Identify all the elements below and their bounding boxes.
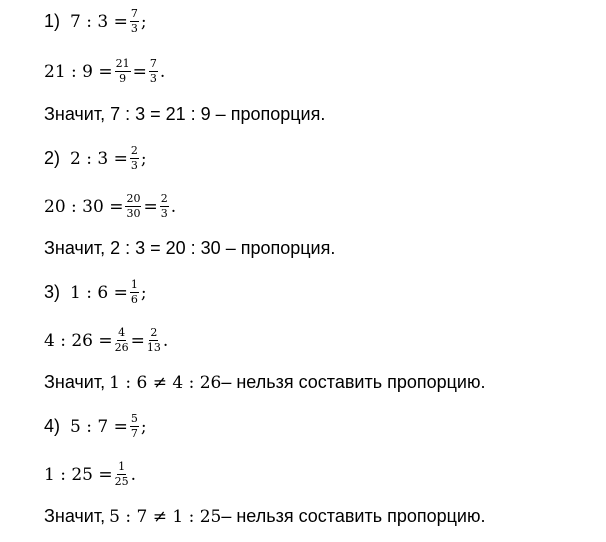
item-2-conclusion: Значит, 2 : 3 = 20 : 30 – пропорция. xyxy=(44,238,336,258)
fraction xyxy=(147,327,161,354)
equals-sign: = xyxy=(132,61,147,82)
fraction xyxy=(149,58,158,85)
item-4-equation-2 xyxy=(44,461,136,488)
fraction-denominator: 3 xyxy=(130,159,138,172)
fraction-denominator: 3 xyxy=(160,207,168,220)
ratio-expression: 1 : 6 = xyxy=(70,282,128,303)
fraction xyxy=(130,145,139,172)
fraction xyxy=(130,8,139,35)
fraction-denominator: 26 xyxy=(114,341,129,354)
item-1-equation-2 xyxy=(44,58,165,85)
punctuation: ; xyxy=(140,148,147,169)
equals-sign: = xyxy=(143,196,158,217)
fraction xyxy=(130,413,139,440)
ratio-expression: 21 : 9 = xyxy=(44,61,113,82)
fraction-denominator: 30 xyxy=(126,207,141,220)
fraction-denominator: 25 xyxy=(114,475,129,488)
item-number: 2) xyxy=(44,148,61,168)
fraction xyxy=(115,58,131,85)
fraction-numerator: 1 xyxy=(130,278,138,291)
inequality-expression: 5 : 7 ≠ 1 : 25 xyxy=(109,506,222,527)
item-2-equation-2 xyxy=(44,193,176,220)
fraction-denominator: 3 xyxy=(149,72,157,85)
punctuation: ; xyxy=(140,416,147,437)
fraction-numerator: 1 xyxy=(118,460,126,473)
item-3-equation-1 xyxy=(44,279,147,306)
fraction xyxy=(115,461,129,488)
fraction-numerator: 20 xyxy=(126,192,141,205)
conclusion-prefix: Значит, xyxy=(44,506,106,526)
fraction-denominator: 9 xyxy=(119,72,127,85)
fraction-denominator: 6 xyxy=(130,293,138,306)
fraction-denominator: 3 xyxy=(130,22,138,35)
ratio-expression: 7 : 3 = xyxy=(70,11,128,32)
fraction-denominator: 7 xyxy=(130,427,138,440)
ratio-expression: 1 : 25 = xyxy=(44,464,113,485)
fraction-numerator: 7 xyxy=(149,57,157,70)
ratio-expression: 4 : 26 = xyxy=(44,330,113,351)
punctuation: . xyxy=(159,61,166,82)
fraction xyxy=(125,193,141,220)
punctuation: ; xyxy=(140,11,147,32)
ratio-expression: 20 : 30 = xyxy=(44,196,124,217)
conclusion-suffix: – нельзя составить пропорцию. xyxy=(221,372,486,392)
fraction xyxy=(115,327,129,354)
fraction-numerator: 2 xyxy=(160,192,168,205)
item-4-equation-1 xyxy=(44,413,147,440)
item-number: 4) xyxy=(44,416,61,436)
punctuation: . xyxy=(170,196,177,217)
item-2-equation-1 xyxy=(44,145,147,172)
item-1-conclusion: Значит, 7 : 3 = 21 : 9 – пропорция. xyxy=(44,104,326,124)
item-1-equation-1 xyxy=(44,8,147,35)
fraction xyxy=(130,279,139,306)
item-number: 1) xyxy=(44,11,61,31)
fraction-numerator: 4 xyxy=(118,326,126,339)
ratio-expression: 2 : 3 = xyxy=(70,148,128,169)
punctuation: . xyxy=(130,464,137,485)
fraction-numerator: 7 xyxy=(130,7,138,20)
fraction xyxy=(160,193,169,220)
fraction-numerator: 2 xyxy=(150,326,158,339)
conclusion-suffix: – нельзя составить пропорцию. xyxy=(221,506,486,526)
inequality-expression: 1 : 6 ≠ 4 : 26 xyxy=(109,372,222,393)
punctuation: ; xyxy=(140,282,147,303)
fraction-denominator: 13 xyxy=(146,341,161,354)
item-3-conclusion xyxy=(44,372,485,393)
item-4-conclusion xyxy=(44,506,485,527)
item-number: 3) xyxy=(44,282,61,302)
fraction-numerator: 2 xyxy=(130,144,138,157)
equals-sign: = xyxy=(130,330,145,351)
fraction-numerator: 21 xyxy=(115,57,130,70)
conclusion-prefix: Значит, xyxy=(44,372,106,392)
ratio-expression: 5 : 7 = xyxy=(70,416,128,437)
fraction-numerator: 5 xyxy=(130,412,138,425)
item-3-equation-2 xyxy=(44,327,168,354)
punctuation: . xyxy=(162,330,169,351)
